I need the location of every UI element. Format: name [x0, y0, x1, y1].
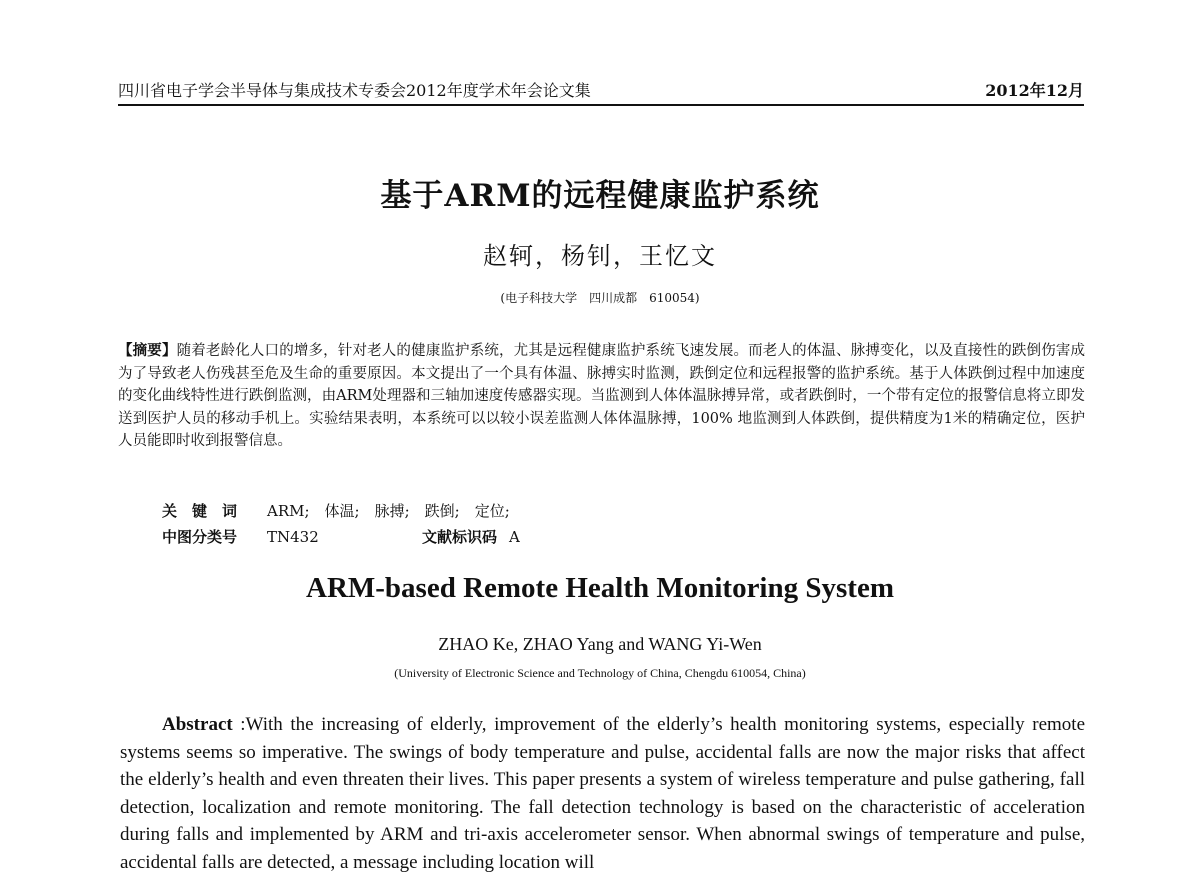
- clc-value: TN432: [267, 528, 319, 546]
- abstract-cn-label: 【摘要】: [118, 342, 177, 359]
- clc-label: 中图分类号: [162, 528, 238, 546]
- abstract-en: [120, 711, 1085, 876]
- abstract-en-label: Abstract: [162, 714, 233, 735]
- issue-date: 2012年12月: [985, 81, 1084, 100]
- keywords-row: [162, 500, 510, 521]
- doc-code-value: A: [509, 528, 520, 546]
- running-header: [118, 74, 1084, 106]
- abstract-en-text: :With the increasing of elderly, improvement of the elderly’s health monitoring systems, especially remote systems seems so imperative. The swings of body temperature and pulse, accidental falls are now the major risks that affect the elderly’s health and even threaten their lives. This paper presents a system of wireless temperature and pulse gathering, fall detection, localization and remote monitoring. The fall detection technology is based on the characteristic of acceleration during falls and implemented by ARM and tri-axis accelerometer sensor. When abnormal swings of temperature and pulse, accidental falls are detected, a message including location will: [120, 714, 1085, 873]
- authors-en: ZHAO Ke, ZHAO Yang and WANG Yi-Wen: [438, 634, 762, 654]
- paper-title-en: ARM-based Remote Health Monitoring System: [306, 572, 894, 604]
- abstract-cn: [118, 340, 1085, 453]
- keywords-label: 关 键 词: [162, 502, 238, 520]
- doc-code-label: 文献标识码: [422, 528, 498, 546]
- authors-cn: 赵轲，杨钊，王忆文: [483, 242, 717, 270]
- journal-title: 四川省电子学会半导体与集成技术专委会2012年度学术年会论文集: [118, 81, 591, 100]
- paper-title-cn: 基于ARM的远程健康监护系统: [380, 178, 820, 214]
- classification-row: [162, 526, 520, 547]
- keywords-value: ARM; 体温; 脉搏; 跌倒; 定位;: [267, 502, 510, 520]
- abstract-cn-text: 随着老龄化人口的增多，针对老人的健康监护系统，尤其是远程健康监护系统飞速发展。而老人的体温、脉搏变化，以及直接性的跌倒伤害成为了导致老人伤残甚至危及生命的重要原因。本文提出了一个具有体温、脉搏实时监测，跌倒定位和远程报警的监护系统。基于人体跌倒过程中加速度的变化曲线特性进行跌倒监测，由ARM处理器和三轴加速度传感器实现。当监测到人体体温脉搏异常，或者跌倒时，一个带有定位的报警信息将立即发送到医护人员的移动手机上。实验结果表明，本系统可以以较小误差监测人体体温脉搏，100% 地监测到人体跌倒，提供精度为1米的精确定位，医护人员能即时收到报警信息。: [118, 343, 1086, 449]
- affiliation-cn: (电子科技大学 四川成都 610054): [500, 291, 700, 305]
- affiliation-en: (University of Electronic Science and Technology of China, Chengdu 610054, China): [394, 666, 806, 680]
